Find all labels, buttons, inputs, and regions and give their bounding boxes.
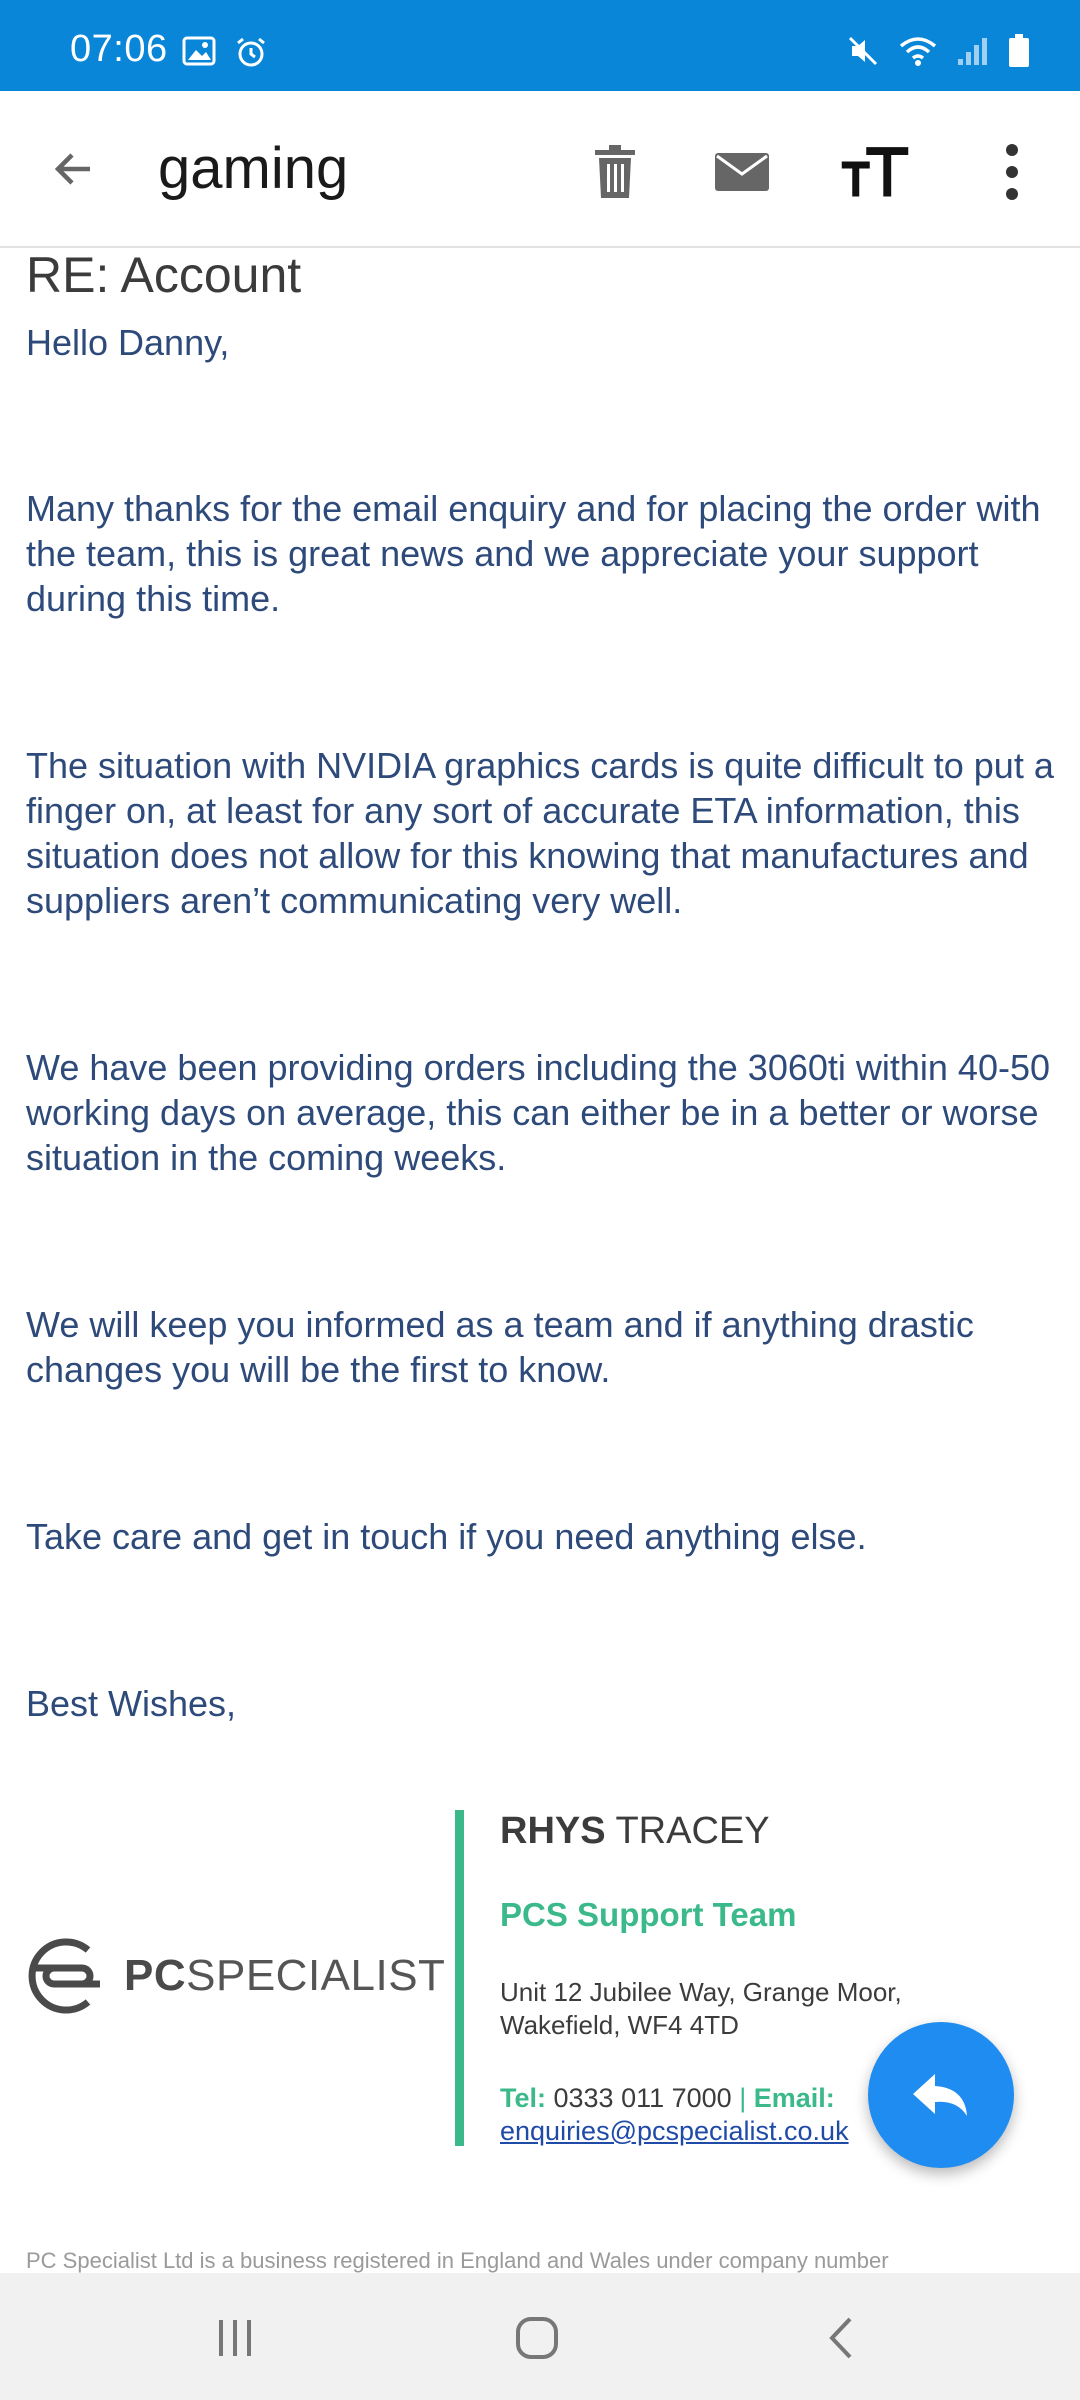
- signature-divider: [455, 1810, 464, 2146]
- alarm-icon: [234, 36, 268, 73]
- email-paragraph: We have been providing orders including the 3060ti within 40-50 working days on average, this can either be in a better or worse situation in the coming weeks.: [26, 1047, 1050, 1179]
- legal-footer: PC Specialist Ltd is a business registered in England and Wales under company number: [26, 2248, 889, 2273]
- text-size-button[interactable]: [840, 137, 910, 207]
- delete-button[interactable]: [580, 137, 650, 207]
- text-size-icon: [840, 142, 910, 202]
- delete-icon: [593, 144, 637, 200]
- mute-icon: [846, 34, 880, 73]
- chevron-left-icon: [824, 2315, 856, 2361]
- pcspecialist-logo-icon: [26, 1938, 110, 2014]
- status-time: 07:06: [70, 28, 168, 70]
- recent-apps-icon: [215, 2318, 255, 2358]
- image-icon: [182, 36, 216, 73]
- sender-team: PCS Support Team: [500, 1896, 797, 1933]
- more-options-button[interactable]: [977, 137, 1047, 207]
- home-button[interactable]: [502, 2303, 572, 2373]
- email-paragraph: We will keep you informed as a team and if anything drastic changes you will be the first to know.: [26, 1304, 974, 1391]
- email-signoff: Best Wishes,: [26, 1683, 237, 1725]
- email-body: [26, 248, 1066, 1726]
- arrow-back-icon: [50, 145, 98, 193]
- logo-text-bold: PC: [124, 1951, 187, 2000]
- reply-icon: [911, 2070, 971, 2120]
- sender-address: Unit 12 Jubilee Way, Grange Moor, Wakefield, WF4 4TD: [500, 1977, 902, 2040]
- tel-number[interactable]: 0333 011 7000: [546, 2083, 740, 2113]
- tel-label: Tel:: [500, 2083, 546, 2113]
- email-link[interactable]: enquiries@pcspecialist.co.uk: [500, 2116, 849, 2146]
- app-bar: [0, 91, 1080, 248]
- email-paragraph: The situation with NVIDIA graphics cards is quite difficult to put a finger on, at least for any sort of accurate ETA information, this situation does not allow for this knowing that manufactures and suppliers aren’t communicating very well.: [26, 745, 1054, 922]
- mark-unread-button[interactable]: [707, 137, 777, 207]
- recent-apps-button[interactable]: [200, 2303, 270, 2373]
- company-logo: [26, 1938, 445, 2014]
- email-paragraph: Take care and get in touch if you need anything else.: [26, 1516, 867, 1558]
- contact-separator: |: [739, 2083, 747, 2113]
- home-icon: [514, 2315, 560, 2361]
- email-subject: RE: Account: [26, 247, 302, 303]
- email-label: Email:: [746, 2083, 835, 2113]
- sender-name: RHYS TRACEY: [500, 1810, 770, 1852]
- wifi-icon: [898, 34, 938, 73]
- signal-icon: [956, 35, 990, 72]
- logo-text: SPECIALIST: [186, 1951, 446, 2000]
- back-button[interactable]: [42, 137, 106, 201]
- email-paragraph: Many thanks for the email enquiry and for placing the order with the team, this is great news and we appreciate your support during this time.: [26, 488, 1041, 620]
- mail-icon: [714, 152, 770, 192]
- more-vert-icon: [1002, 142, 1022, 202]
- reply-button[interactable]: [868, 2022, 1014, 2168]
- sender-contact: [500, 2082, 849, 2148]
- page-title: gaming: [158, 136, 349, 201]
- system-back-button[interactable]: [805, 2303, 875, 2373]
- system-nav-bar: [0, 2273, 1080, 2400]
- email-greeting: Hello Danny,: [26, 322, 230, 363]
- status-bar: [0, 0, 1080, 91]
- battery-icon: [1008, 34, 1030, 73]
